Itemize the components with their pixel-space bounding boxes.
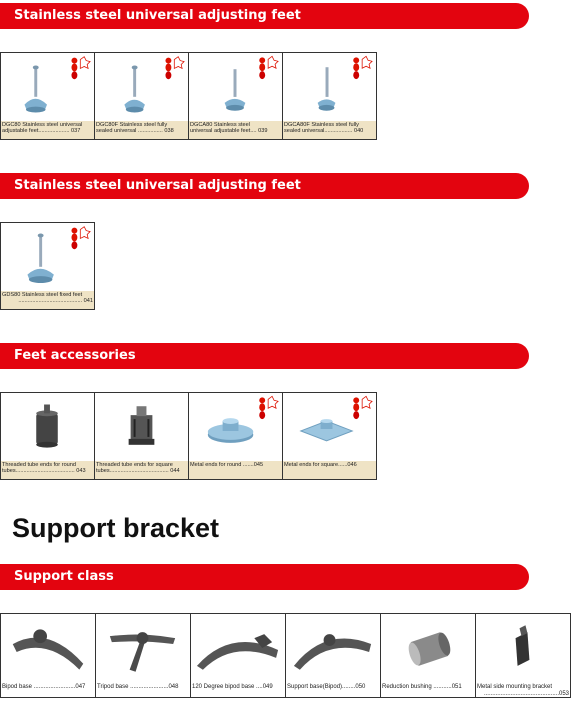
product-card[interactable] — [189, 52, 283, 140]
product-row-3 — [0, 392, 377, 480]
product-card[interactable] — [95, 392, 189, 480]
product-card[interactable] — [0, 613, 96, 698]
product-caption: Threaded tube ends for square tubes...................................... 044 — [95, 461, 188, 479]
section-title: Stainless steel universal adjusting feet — [14, 178, 301, 193]
product-card[interactable] — [476, 613, 571, 698]
section-title: Stainless steel universal adjusting feet — [14, 8, 301, 23]
section-title: Support class — [14, 569, 114, 584]
side-mounting-bracket-image — [476, 614, 570, 684]
sealed-foot-image — [95, 53, 188, 123]
bipod-base-image — [1, 614, 95, 684]
ant-mascot-icon — [165, 57, 184, 80]
section-banner-2 — [0, 173, 529, 199]
product-card[interactable] — [0, 392, 95, 480]
product-caption: Metal ends for round .......045 — [189, 461, 282, 479]
section-title: Feet accessories — [14, 348, 136, 363]
product-card[interactable] — [0, 52, 95, 140]
tripod-base-image — [96, 614, 190, 684]
section-banner-3 — [0, 343, 529, 369]
product-caption: GDS80 Stainless steel fixed feet ......................................... 041 — [1, 291, 94, 309]
adjusting-foot-image — [1, 53, 94, 123]
ant-mascot-icon — [71, 227, 90, 250]
metal-square-end-image — [283, 393, 376, 463]
ant-mascot-icon — [259, 396, 278, 419]
product-card[interactable] — [189, 392, 283, 480]
page-heading: Support bracket — [12, 513, 220, 543]
metal-round-end-image — [189, 393, 282, 463]
product-caption: Support base(Bipod)........050 — [286, 683, 380, 697]
product-row-1 — [0, 52, 377, 140]
product-caption: 120 Degree bipod base ....049 — [191, 683, 285, 697]
product-card[interactable] — [381, 613, 476, 698]
universal-foot-image — [189, 53, 282, 123]
square-tube-end-image — [95, 393, 188, 463]
section-banner-4 — [0, 564, 529, 590]
product-caption: DGCA80 Stainless steel universal adjustable feet.... 039 — [189, 121, 282, 139]
product-card[interactable] — [283, 392, 377, 480]
product-caption: DGC80F Stainless steel fully sealed universal ................ 038 — [95, 121, 188, 139]
product-card[interactable] — [96, 613, 191, 698]
product-row-2 — [0, 222, 95, 310]
fixed-foot-image — [1, 223, 94, 293]
bipod-120-base-image — [191, 614, 285, 684]
ant-mascot-icon — [353, 56, 372, 79]
product-card[interactable] — [95, 52, 189, 140]
round-tube-end-image — [1, 393, 94, 463]
product-card[interactable] — [0, 222, 95, 310]
product-caption: Reduction bushing ...........051 — [381, 683, 475, 697]
product-card[interactable] — [286, 613, 381, 698]
product-card[interactable] — [283, 52, 377, 140]
ant-mascot-icon — [353, 396, 372, 419]
product-caption: Metal side mounting bracket .............................................053 — [477, 684, 569, 697]
product-caption: DGC80 Stainless steel universal adjustable feet.................... 037 — [1, 121, 94, 139]
sealed-universal-foot-image — [283, 53, 376, 123]
reduction-bushing-image — [381, 614, 475, 684]
product-row-4 — [0, 613, 571, 698]
product-caption: Metal ends for square......046 — [283, 461, 376, 479]
product-caption: Threaded tube ends for round tubes...................................... 043 — [1, 461, 94, 479]
product-caption: Bipod base .........................047 — [1, 683, 95, 697]
ant-mascot-icon — [259, 56, 278, 79]
product-caption: Tripod base .......................048 — [96, 683, 190, 697]
product-card[interactable] — [191, 613, 286, 698]
ant-mascot-icon — [71, 57, 90, 80]
product-caption: DGCA80F Stainless steel fully sealed universal.................. 040 — [283, 121, 376, 139]
section-banner-1 — [0, 3, 529, 29]
support-base-bipod-image — [286, 614, 380, 684]
